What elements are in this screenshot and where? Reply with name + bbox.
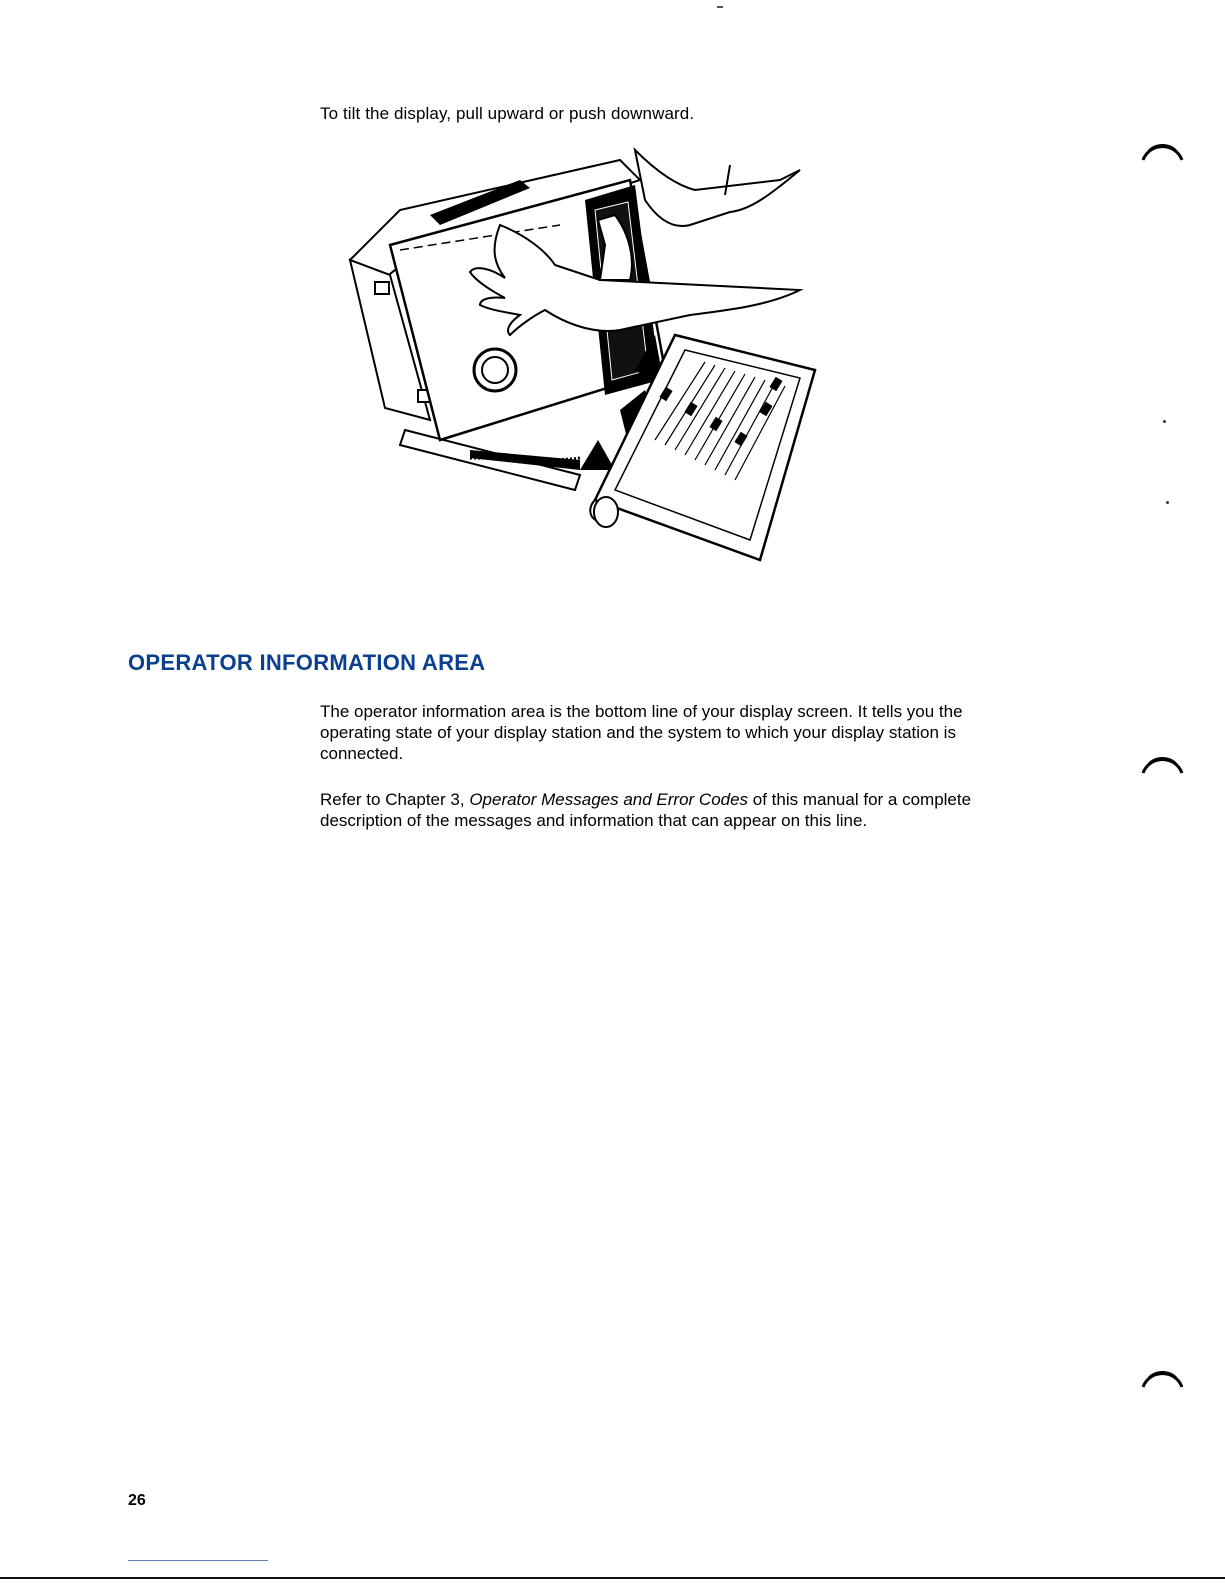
scan-speck <box>1163 420 1166 423</box>
paragraph-operator-info: The operator information area is the bottom line of your display screen. It tells you the operating state of your display station and the system to which your display station is connected. <box>320 702 963 763</box>
page-bottom-edge <box>0 1577 1225 1579</box>
chapter-title-reference: Operator Messages and Error Codes <box>469 790 749 809</box>
paragraph-refer-chapter <box>320 789 980 831</box>
display-tilt-illustration <box>330 140 830 580</box>
scan-speck <box>1166 501 1169 504</box>
binder-hole-icon <box>1140 1367 1185 1389</box>
paragraph-text-before: Refer to Chapter 3, <box>320 790 470 809</box>
page-number: 26 <box>128 1492 146 1509</box>
intro-instruction: To tilt the display, pull upward or push downward. <box>320 104 695 123</box>
paragraph-text-after: of this manual for a complete description of the messages and information that can appear on this line. <box>320 790 972 830</box>
footer-short-rule <box>128 1560 268 1561</box>
section-heading: OPERATOR INFORMATION AREA <box>128 650 486 675</box>
top-edge-mark <box>717 6 723 8</box>
binder-hole-icon <box>1140 753 1185 775</box>
binder-hole-icon <box>1140 140 1185 162</box>
